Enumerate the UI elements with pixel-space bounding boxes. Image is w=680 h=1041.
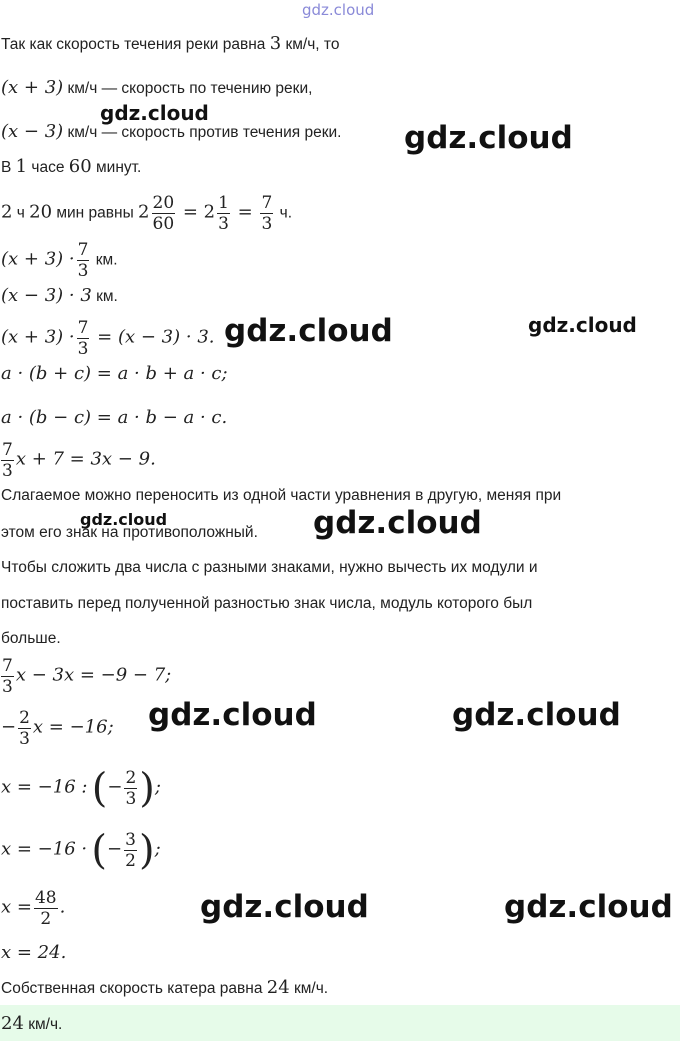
- text: км/ч.: [289, 980, 329, 997]
- watermark: gdz.cloud: [224, 313, 393, 349]
- text: Собственная скорость катера равна: [1, 980, 267, 997]
- answer-line: [1, 1014, 62, 1035]
- line-solution: [1, 943, 66, 964]
- fraction: [1, 656, 14, 697]
- watermark: gdz.cloud: [404, 120, 573, 156]
- text: ч: [12, 204, 30, 222]
- math-expr: a · (b − c) = a · b − a · c.: [1, 407, 228, 428]
- math-expr: (x + 3) ·: [1, 326, 75, 348]
- text: этом его знак на противоположный.: [1, 524, 258, 541]
- denominator: 3: [19, 729, 30, 749]
- line-equation: [1, 318, 215, 359]
- line-collect-terms: [1, 656, 171, 697]
- numerator: 3: [125, 830, 136, 850]
- line-simplified: [1, 708, 114, 749]
- text: км.: [91, 288, 118, 305]
- right-paren: ): [139, 765, 155, 812]
- watermark: gdz.cloud: [452, 697, 621, 733]
- math-expr: (x − 3): [1, 121, 64, 142]
- numerator: 7: [2, 656, 13, 676]
- text: км/ч.: [23, 1016, 63, 1033]
- number: 24: [1, 1013, 24, 1034]
- fraction: [77, 240, 90, 281]
- line-distance-upstream: [1, 286, 118, 307]
- watermark: gdz.cloud: [313, 505, 482, 541]
- fraction: [152, 193, 176, 234]
- line-time-conversion: [1, 193, 292, 234]
- watermark: gdz.cloud: [504, 889, 673, 925]
- fraction: [77, 318, 90, 359]
- math-expr: ;: [154, 838, 161, 860]
- math-expr: .: [59, 896, 66, 918]
- text: км/ч — скорость против течения реки.: [63, 124, 342, 141]
- text: км/ч, то: [281, 36, 340, 53]
- math-expr: x = −16 ·: [1, 838, 88, 860]
- numerator: 7: [77, 318, 89, 338]
- text: ч.: [275, 204, 293, 222]
- watermark: gdz.cloud: [80, 510, 168, 529]
- right-paren: ): [138, 827, 155, 874]
- fraction: [260, 193, 273, 234]
- text: Чтобы сложить два числа с разными знаками, нужно вычесть их модули и: [1, 559, 538, 576]
- rule-sum-line3: [1, 629, 61, 649]
- line-distributive-minus: [1, 408, 227, 429]
- text: минут.: [91, 159, 142, 176]
- line-downstream: [1, 78, 312, 99]
- denominator: 3: [2, 461, 13, 481]
- denominator: 2: [125, 851, 136, 871]
- text: В: [1, 159, 16, 176]
- numerator: 48: [34, 888, 57, 908]
- fraction: [1, 440, 14, 481]
- math-expr: x = −16 :: [1, 776, 88, 798]
- line-minutes: [1, 157, 141, 178]
- rule-transfer-line1: [1, 486, 561, 506]
- math-expr: x − 3x = −9 − 7;: [15, 664, 172, 686]
- line-distributive-plus: [1, 364, 228, 385]
- math-expr: (x + 3): [1, 77, 64, 98]
- number: 20: [29, 201, 53, 223]
- denominator: 3: [125, 789, 137, 809]
- denominator: 3: [77, 261, 89, 281]
- watermark-top: gdz.cloud: [302, 1, 375, 19]
- text: км/ч — скорость по течению реки,: [63, 80, 313, 97]
- number: 1: [15, 156, 28, 177]
- numerator: 7: [261, 193, 273, 213]
- math-expr: x = 24.: [1, 942, 67, 963]
- denominator: 3: [77, 339, 89, 359]
- number: 2: [1, 201, 13, 223]
- math-expr: ;: [154, 776, 161, 798]
- text: мин равны: [52, 204, 139, 222]
- math-expr: x + 7 = 3x − 9.: [15, 448, 156, 470]
- math-expr: = (x − 3) · 3.: [91, 326, 215, 348]
- math-expr: −: [107, 838, 123, 860]
- math-expr: x = −16;: [32, 716, 114, 738]
- fraction: [124, 768, 137, 809]
- numerator: 1: [218, 193, 229, 213]
- rule-sum-line2: [1, 594, 532, 614]
- math-expr: (x − 3) · 3: [1, 285, 92, 306]
- math-expr: (x + 3) ·: [1, 248, 75, 270]
- text: больше.: [1, 630, 61, 647]
- denominator: 2: [40, 909, 52, 929]
- watermark: gdz.cloud: [528, 313, 637, 337]
- denominator: 3: [261, 214, 273, 234]
- left-paren: (: [91, 827, 108, 874]
- numerator: 20: [152, 193, 175, 213]
- number: 2: [138, 201, 150, 223]
- line-fraction-result: [1, 888, 65, 929]
- numerator: 7: [2, 440, 13, 460]
- math-expr: =: [231, 201, 259, 223]
- rule-sum-line1: [1, 558, 538, 578]
- fraction: [124, 830, 137, 871]
- fraction: [34, 888, 58, 929]
- watermark: gdz.cloud: [100, 101, 209, 125]
- line-expanded-equation: [1, 440, 156, 481]
- fraction: [18, 708, 31, 749]
- denominator: 60: [152, 214, 175, 234]
- text: часе: [27, 159, 69, 176]
- numerator: 2: [19, 708, 30, 728]
- fraction: [217, 193, 230, 234]
- answer-box: [0, 1005, 680, 1041]
- text: Так как скорость течения реки равна: [1, 36, 270, 53]
- math-expr: −: [1, 716, 17, 738]
- number: 60: [68, 156, 92, 177]
- text: км.: [91, 251, 118, 269]
- numerator: 2: [125, 768, 137, 788]
- text: поставить перед полученной разностью знак числа, модуль которого был: [1, 595, 533, 612]
- number: 24: [266, 977, 290, 998]
- text: Слагаемое можно переносить из одной части уравнения в другую, меняя при: [1, 487, 562, 504]
- line-upstream: [1, 122, 341, 143]
- math-expr: a · (b + c) = a · b + a · c;: [1, 363, 228, 384]
- line-multiplication: [1, 827, 161, 874]
- left-paren: (: [91, 765, 108, 812]
- line-distance-downstream: [1, 240, 118, 281]
- watermark: gdz.cloud: [148, 697, 317, 733]
- math-expr: = 2: [177, 201, 216, 223]
- denominator: 3: [2, 677, 13, 697]
- numerator: 7: [77, 240, 89, 260]
- math-expr: x =: [1, 896, 32, 918]
- line-division: [1, 765, 161, 812]
- line-river-speed: [1, 34, 339, 55]
- denominator: 3: [218, 214, 229, 234]
- number: 3: [269, 33, 282, 54]
- watermark: gdz.cloud: [200, 889, 369, 925]
- line-conclusion: [1, 978, 328, 999]
- math-expr: −: [107, 776, 123, 798]
